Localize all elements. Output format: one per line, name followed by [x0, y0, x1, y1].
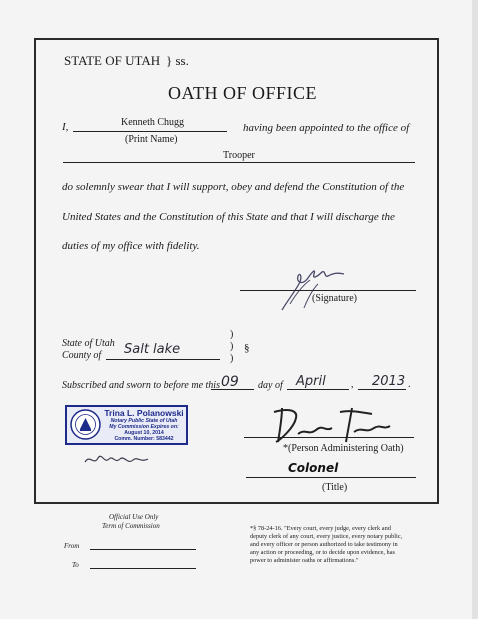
- venue-county-label: County of: [62, 350, 102, 361]
- title-line: [246, 477, 416, 478]
- ss-mark: } ss.: [166, 53, 189, 68]
- administrator-signature-line: [244, 437, 414, 438]
- office-value: Trooper: [223, 150, 255, 161]
- county-line: [106, 359, 220, 360]
- administrator-signature-image: [268, 404, 398, 446]
- oath-body-line-3: duties of my office with fidelity.: [62, 240, 200, 252]
- venue-bracket-1: ): [230, 329, 234, 340]
- seal-notary-public: Notary Public State of Utah: [110, 418, 178, 424]
- venue-state-label: State of Utah: [62, 338, 115, 349]
- i-label: I,: [62, 121, 69, 133]
- from-line: [90, 549, 196, 550]
- page-edge: [472, 0, 478, 619]
- section-mark: §: [244, 342, 250, 354]
- signature-line: [240, 290, 416, 291]
- sworn-comma: ,: [351, 379, 354, 390]
- sworn-text: Subscribed and sworn to before me this: [62, 380, 220, 391]
- print-name-value: Kenneth Chugg: [121, 117, 185, 128]
- notary-signature-image: [82, 450, 152, 470]
- sworn-day-value: 09: [221, 374, 239, 390]
- to-label: To: [72, 561, 79, 569]
- print-name-line: [73, 131, 227, 132]
- print-name-caption: (Print Name): [125, 134, 178, 145]
- statute-line-2: deputy clerk of any court, every justice, every notary public,: [250, 533, 403, 540]
- page-title: OATH OF OFFICE: [168, 83, 318, 103]
- title-caption: (Title): [322, 482, 348, 493]
- state-heading: STATE OF UTAH: [64, 53, 161, 68]
- seal-notary-name: Trina L. Polanowski: [104, 408, 184, 418]
- title-value: Colonel: [288, 461, 339, 475]
- statute-line-1: *§ 78-24-16. "Every court, every judge, every clerk and: [250, 525, 391, 532]
- seal-expiry-date: August 10, 2014: [124, 430, 164, 436]
- from-label: From: [64, 542, 80, 550]
- office-line: [63, 162, 415, 163]
- sworn-year-line: [358, 389, 406, 390]
- oath-body-line-2: United States and the Constitution of this State and that I will discharge the: [62, 211, 395, 223]
- sworn-month-line: [287, 389, 349, 390]
- sworn-day-of-label: day of: [258, 380, 283, 391]
- sworn-year-value: 2013: [372, 374, 406, 389]
- sworn-month-value: April: [296, 374, 326, 389]
- appointed-text: having been appointed to the office of: [243, 122, 410, 134]
- administrator-caption: *(Person Administering Oath): [283, 443, 404, 454]
- county-value: Salt lake: [124, 342, 181, 357]
- oath-body-line-1: do solemnly swear that I will support, obey and defend the Constitution of the: [62, 181, 405, 193]
- to-line: [90, 568, 196, 569]
- term-of-commission-heading: Term of Commission: [102, 522, 160, 530]
- venue-bracket-3: ): [230, 353, 234, 364]
- signature-caption: (Signature): [312, 293, 357, 304]
- statute-line-5: power to administer oaths or affirmations.": [250, 557, 359, 564]
- state-seal-emblem: [70, 409, 101, 440]
- sworn-day-line: [211, 389, 254, 390]
- sworn-period: .: [408, 379, 411, 390]
- seal-commission-label: My Commission Expires on:: [109, 424, 179, 430]
- official-use-heading: Official Use Only: [109, 513, 159, 521]
- seal-commission-number: Comm. Number: 583442: [114, 436, 174, 442]
- statute-line-3: and every officer or person authorized to take testimony in: [250, 541, 398, 548]
- statute-line-4: any action or proceeding, or to decide upon evidence, has: [250, 549, 395, 556]
- venue-bracket-2: ): [230, 341, 234, 352]
- officer-signature-image: [278, 264, 356, 314]
- notary-seal-stamp: [65, 405, 188, 445]
